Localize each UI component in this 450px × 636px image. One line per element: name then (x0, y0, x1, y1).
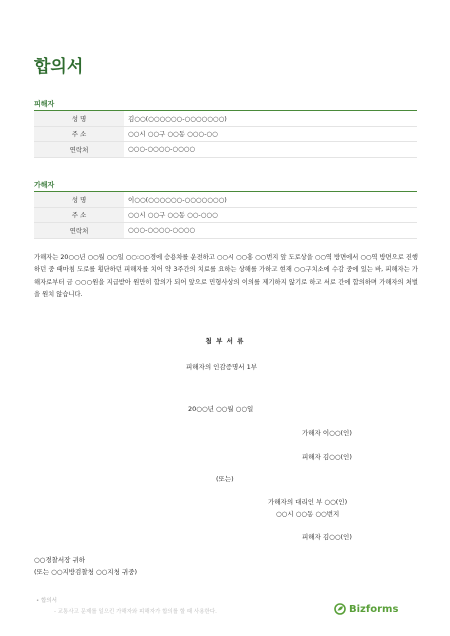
agent-address: ○○시 ○○동 ○○번지 (276, 510, 340, 518)
victim-signature: 피해자 김○○(인) (302, 453, 352, 461)
victim-section-label: 피해자 (34, 100, 55, 108)
victim-signature-2: 피해자 김○○(인) (302, 533, 352, 541)
victim-info-table (34, 111, 417, 158)
agreement-body-text: 가해자는 20○○년 ○○월 ○○일 ○○:○○경에 승용차를 운전하고 ○○시 ○○홍 ○○번지 앞 도로상을 ○○역 방면에서 ○○역 방면으로 진행하던 중 때마침 도로를 횡단하던 피해자를 치어 약 3주간의 치료를 요하는 상해를 가하고 현재 ○○구치소에 수감 중에 있는 바, 피해자는 가해자로부터 금 ○○○원을 지급받아 원만히 합의가 되어 앞으로 민형사상의 이의를 제기하지 않기로 하고 서로 간에 합의하며 가해자의 처벌을 원치 않습니다. (34, 254, 418, 298)
offender-info-table (34, 192, 417, 239)
footer-note-desc: - 교통사고 문제를 일으킨 가해자와 피해자가 합의를 할 때 사용한다. (54, 609, 217, 615)
agent-signature: 가해자의 대리인 부 ○○(인) (268, 498, 348, 506)
offender-phone-value: ○○○-○○○○-○○○○ (124, 223, 417, 239)
offender-address-value: ○○시 ○○구 ○○동 ○○-○○○ (124, 207, 417, 223)
offender-section-label: 가해자 (34, 181, 55, 189)
bizforms-logo-text: Bizforms (349, 604, 399, 615)
or-label: (또는) (216, 475, 234, 483)
attachment-item: 피해자의 인감증명서 1부 (186, 363, 258, 371)
offender-name-value: 이○○(○○○○○○-○○○○○○○) (124, 192, 417, 207)
table-row (34, 207, 417, 223)
table-row (34, 192, 417, 207)
attachment-title: 첨 부 서 류 (205, 337, 245, 345)
recipient-line-1: ○○경찰서장 귀하 (34, 556, 86, 564)
victim-address-label: 주 소 (34, 126, 124, 142)
bizforms-logo (334, 600, 398, 619)
offender-address-label: 주 소 (34, 207, 124, 223)
bizforms-leaf-icon (334, 600, 346, 619)
victim-phone-value: ○○○-○○○○-○○○○ (124, 142, 417, 158)
recipient-line-2: (또는 ○○지방검찰청 ○○지청 귀중) (34, 568, 138, 576)
document-title: 합의서 (34, 57, 84, 77)
offender-phone-label: 연락처 (34, 223, 124, 239)
victim-name-value: 김○○(○○○○○○-○○○○○○○) (124, 111, 417, 126)
table-row (34, 126, 417, 142)
offender-signature: 가해자 이○○(인) (302, 429, 352, 437)
table-row (34, 223, 417, 239)
victim-name-label: 성 명 (34, 111, 124, 126)
agreement-date: 20○○년 ○○월 ○○일 (188, 405, 254, 413)
victim-address-value: ○○시 ○○구 ○○동 ○○○-○○ (124, 126, 417, 142)
table-row (34, 111, 417, 126)
victim-phone-label: 연락처 (34, 142, 124, 158)
footer-note-title: • 합의서 (36, 598, 57, 604)
table-row (34, 142, 417, 158)
offender-name-label: 성 명 (34, 192, 124, 207)
